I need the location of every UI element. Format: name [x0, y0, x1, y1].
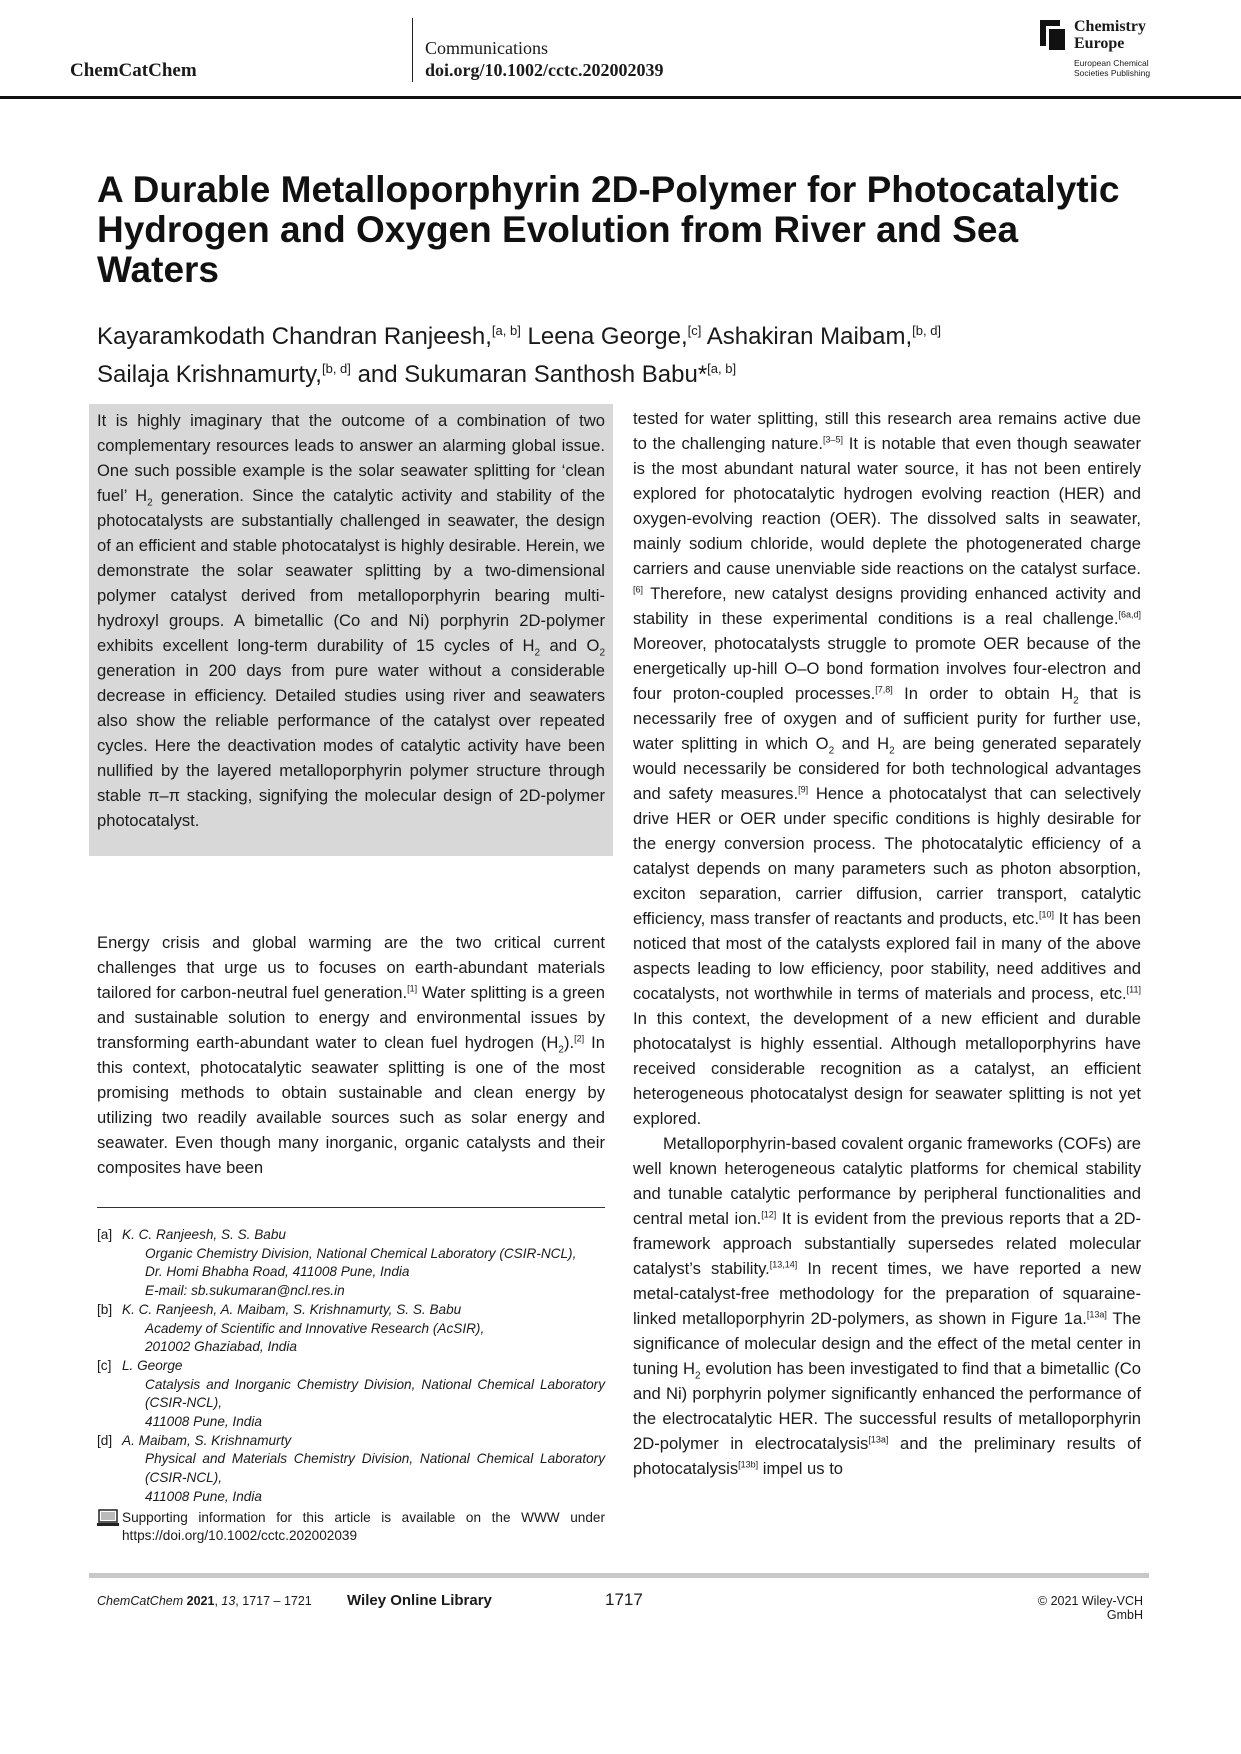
citation-ref[interactable]: [2] — [574, 1033, 585, 1044]
publisher-sub-line2: Societies Publishing — [1074, 68, 1151, 78]
author-name: Sailaja Krishnamurty, — [97, 361, 322, 388]
footnote-line: K. C. Ranjeesh, S. S. Babu — [122, 1227, 286, 1242]
citation-ref[interactable]: [13a] — [1086, 1309, 1107, 1320]
header-rule — [0, 96, 1241, 99]
computer-icon — [97, 1509, 122, 1546]
author-name: Ashakiran Maibam, — [706, 323, 913, 350]
affiliation-footnotes — [97, 1226, 605, 1546]
doi-link[interactable]: doi.org/10.1002/cctc.202002039 — [425, 60, 664, 80]
footnote-line: Physical and Materials Chemistry Division, National Chemical Laboratory (CSIR-NCL), — [145, 1451, 605, 1486]
footnote-line: 411008 Pune, India — [145, 1488, 262, 1504]
author-name: Leena George, — [527, 323, 688, 350]
publisher-name-line1: Chemistry — [1074, 18, 1146, 35]
footnote-email[interactable]: E-mail: sb.sukumaran@ncl.res.in — [145, 1283, 345, 1299]
footnote-b — [97, 1301, 605, 1357]
footnote-d — [97, 1432, 605, 1507]
author-list — [97, 315, 1147, 391]
chemistry-europe-logo-icon — [1040, 20, 1068, 52]
footnote-rule — [97, 1207, 605, 1208]
footnote-a — [97, 1226, 605, 1301]
footnote-key: [b] — [97, 1301, 113, 1317]
citation-ref[interactable]: [3–5] — [822, 434, 843, 445]
footnote-line: 411008 Pune, India — [145, 1414, 262, 1430]
section-label: Communications — [425, 38, 548, 58]
copyright: © 2021 Wiley-VCH GmbH — [1037, 1594, 1143, 1622]
journal-name: ChemCatChem — [70, 60, 197, 81]
footnote-line: 201002 Ghaziabad, India — [145, 1339, 297, 1355]
author-affiliation: [a, b] — [707, 361, 737, 376]
footnote-line: Organic Chemistry Division, National Chemical Laboratory (CSIR-NCL), — [145, 1245, 577, 1261]
author-name: and Sukumaran Santhosh Babu* — [357, 361, 708, 388]
wiley-online-library-link[interactable]: Wiley Online Library — [347, 1592, 492, 1609]
footnote-c — [97, 1357, 605, 1432]
author-affiliation: [b, d] — [321, 361, 351, 376]
citation-ref[interactable]: [13,14] — [769, 1259, 798, 1270]
citation-ref[interactable]: [7,8] — [875, 684, 893, 695]
footnote-key: [c] — [97, 1357, 112, 1373]
citation-ref[interactable]: [13a] — [868, 1434, 889, 1445]
footnote-key: [d] — [97, 1432, 113, 1448]
author-affiliation: [c] — [687, 323, 702, 338]
citation-ref[interactable]: [13b] — [738, 1459, 759, 1470]
author-name: Kayaramkodath Chandran Ranjeesh, — [97, 323, 492, 350]
footnote-line: A. Maibam, S. Krishnamurty — [122, 1432, 292, 1448]
citation-ref[interactable]: [6a,d] — [1118, 609, 1141, 620]
page-number: 1717 — [605, 1590, 643, 1609]
footnote-line: K. C. Ranjeesh, A. Maibam, S. Krishnamurty, S. S. Babu — [122, 1301, 462, 1317]
publisher-sub-line1: European Chemical — [1074, 58, 1149, 68]
citation-ref[interactable]: [10] — [1038, 909, 1054, 920]
body-paragraph: Metalloporphyrin-based covalent organic frameworks (COFs) are well known heterogeneous catalytic platforms for chemical stability and tunable catalytic performance by peripheral functionalities and central metal ion.[12] It is evident from the previous reports that a 2D-framework approach substantially supersedes related molecular catalyst’s stability.[13,14] In recent times, we have reported a new metal-catalyst-free methodology for the preparation of squaraine-linked metalloporphyrin 2D-polymers, as shown in Figure 1a.[13a] The significance of molecular design and the effect of the metal center in tuning $H_2$ evolution has been investigated to find that a bimetallic (Co and Ni) porphyrin polymer significantly enhanced the performance of the electrocatalytic HER. The successful results of metalloporphyrin 2D-polymer in electrocatalysis[13a] and the preliminary results of photocatalysis[13b] impel us to — [633, 1134, 1142, 1478]
citation-ref[interactable]: [1] — [407, 983, 418, 994]
footnote-line: Dr. Homi Bhabha Road, 411008 Pune, India — [145, 1264, 410, 1280]
header-divider — [412, 18, 413, 82]
footnote-line: Academy of Scientific and Innovative Research (AcSIR), — [145, 1320, 485, 1336]
body-paragraph: tested for water splitting, still this research area remains active due to the challenging nature.[3–5] It is notable that even though seawater is the most abundant natural water source, it has not been entirely explored for photocatalytic hydrogen evolving reaction (HER) and oxygen-evolving reaction (OER). The dissolved salts in seawater, mainly sodium chloride, would deplete the photogenerated charge carriers and cause unenviable side reactions on the catalyst surface.[6] Therefore, new catalyst designs providing enhanced activity and stability in these experimental conditions is a real challenge.[6a,d] Moreover, photocatalysts struggle to promote OER because of the energetically up-hill O–O bond formation involves four-electron and four proton-coupled processes.[7,8] In order to obtain $H_2$ that is necessarily free of oxygen and of sufficient purity for further use, water splitting in which $O_2$ and $H_2$ are being generated separately would necessarily be considered for both technological advantages and safety measures.[9] Hence a photocatalyst that can selectively drive HER or OER under specific conditions is highly desirable for the energy conversion process. The photocatalytic efficiency of a catalyst depends on many parameters such as photon absorption, exciton separation, carrier diffusion, carrier transport, catalytic efficiency, mass transfer of reactants and products, etc.[10] It has been noticed that most of the catalysts explored fail in many of the above aspects leading to low efficiency, poor stability, need additives and cocatalysts, not worthwhile in terms of materials and process, etc.[11] In this context, the development of a new efficient and durable photocatalyst is highly essential. Although metalloporphyrins have received considerable recognition as a catalyst, an efficient heterogeneous photocatalyst design for seawater splitting is not yet explored. — [633, 409, 1141, 1128]
author-affiliation: [b, d] — [912, 323, 942, 338]
supporting-info-note — [97, 1509, 605, 1546]
citation-ref[interactable]: [12] — [761, 1209, 777, 1220]
footnote-line: Catalysis and Inorganic Chemistry Division, National Chemical Laboratory (CSIR-NCL), — [145, 1376, 605, 1411]
author-affiliation: [a, b] — [491, 323, 521, 338]
citation-ref[interactable]: [9] — [798, 784, 809, 795]
article-title: A Durable Metalloporphyrin 2D-Polymer for Photocatalytic Hydrogen and Oxygen Evolution from River and Sea Waters — [97, 169, 1120, 290]
body-right-column — [633, 406, 1141, 1481]
footnote-key: [a] — [97, 1227, 113, 1242]
citation-ref[interactable]: [11] — [1126, 984, 1141, 995]
footer-citation: ChemCatChem 2021, 13, 1717 – 1721 — [97, 1594, 312, 1608]
supporting-info-text[interactable]: Supporting information for this article is available on the WWW under https://doi.org/10.1002/cctc.202002039 — [122, 1509, 605, 1544]
footer-rule — [89, 1573, 1149, 1578]
abstract-text: It is highly imaginary that the outcome of a combination of two complementary resources leads to answer an alarming global issue. One such possible example is the solar seawater splitting for ‘clean fuel’ $H_2$ generation. Since the catalytic activity and stability of the photocatalysts are substantially challenged in seawater, the design of an efficient and stable photocatalyst is highly desirable. Herein, we demonstrate the solar seawater splitting by a two-dimensional polymer catalyst derived from metalloporphyrin bearing multi-hydroxyl groups. A bimetallic (Co and Ni) porphyrin 2D-polymer exhibits excellent long-term durability of 15 cycles of $H_2$ and $O_2$ generation in 200 days from pure water without a considerable decrease in efficiency. Detailed studies using river and seawaters also show the reliable performance of the catalyst over repeated cycles. Here the deactivation modes of catalytic activity have been nullified by the layered metalloporphyrin polymer structure through stable π–π stacking, signifying the molecular design of 2D-polymer photocatalyst. — [97, 411, 606, 830]
footnote-line: L. George — [122, 1357, 183, 1373]
citation-ref[interactable]: [6] — [633, 584, 644, 595]
publisher-name-line2: Europe — [1074, 35, 1125, 52]
publisher-logo — [1040, 18, 1180, 82]
intro-paragraph: Energy crisis and global warming are the two critical current challenges that urge us to focuses on earth-abundant materials tailored for carbon-neutral fuel generation.[1] Water splitting is a green and sustainable solution to energy and environmental issues by transforming earth-abundant water to clean fuel hydrogen $(H_2).[2]$ In this context, photocatalytic seawater splitting is one of the most promising methods to obtain sustainable and clean energy by utilizing two readily available sources such as solar energy and seawater. Even though many inorganic, organic catalysts and their composites have been — [97, 933, 605, 1177]
abstract-box — [89, 404, 613, 856]
